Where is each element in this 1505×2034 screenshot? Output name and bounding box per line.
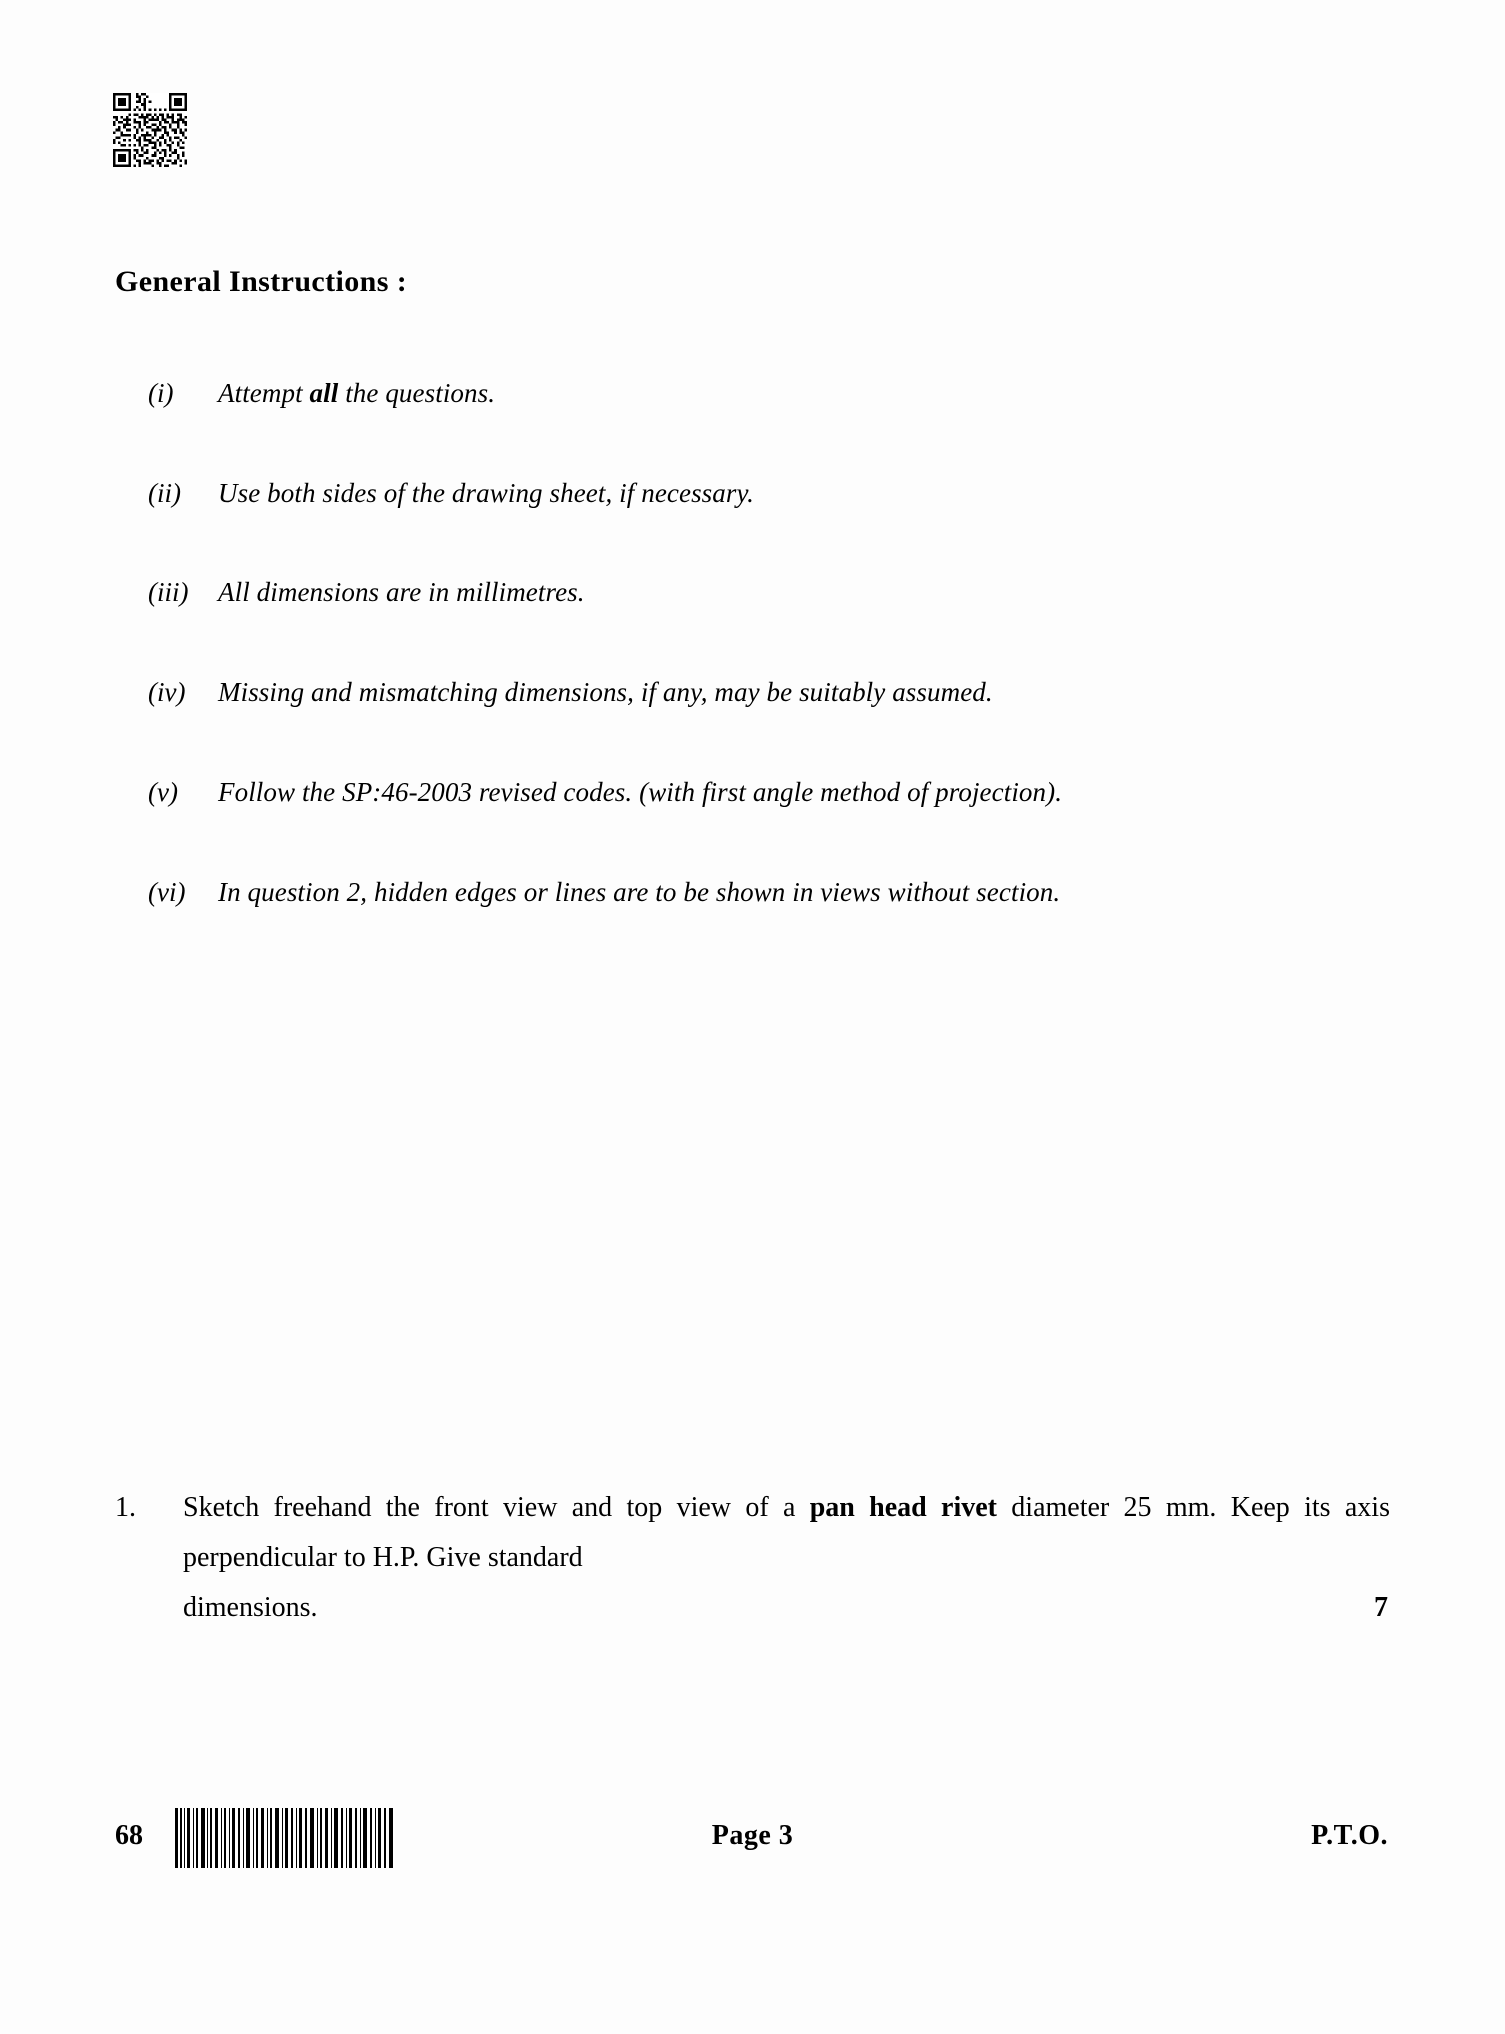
instruction-item-i — [148, 372, 1358, 416]
question-last-line-text: dimensions. — [183, 1591, 318, 1623]
question-block — [115, 1483, 1390, 1632]
instruction-text: Follow the SP:46-2003 revised codes. (with first angle method of projection). — [218, 776, 1063, 807]
instruction-text — [218, 372, 688, 416]
instruction-text-emphasis: all — [309, 378, 339, 408]
question-number: 1. — [115, 1492, 136, 1523]
pto-label: P.T.O. — [1311, 1820, 1388, 1851]
page-footer — [115, 1800, 1390, 1870]
instruction-text-after: the questions. — [338, 378, 496, 408]
instruction-text: Missing and mismatching dimensions, if any, may be suitably assumed. — [218, 677, 993, 708]
instruction-marker: (i) — [148, 378, 174, 408]
instruction-item-ii — [148, 472, 1358, 516]
instruction-marker: (iv) — [148, 677, 186, 708]
instruction-marker: (ii) — [148, 477, 181, 508]
qr-code-icon — [113, 93, 187, 167]
instructions-list — [148, 372, 1358, 970]
instruction-text: All dimensions are in millimetres. — [218, 577, 585, 608]
instruction-item-iii — [148, 571, 1358, 615]
instruction-text: In question 2, hidden edges or lines are to be shown in views without section. — [218, 876, 1061, 907]
question-marks: 7 — [1374, 1591, 1388, 1623]
instruction-marker: (iii) — [148, 577, 189, 608]
question-text-part1: Sketch freehand the front view and top view of a — [183, 1492, 810, 1523]
question-text-bold: pan head rivet — [809, 1492, 997, 1523]
instruction-item-iv — [148, 671, 1358, 715]
question-last-line — [183, 1583, 1390, 1633]
instruction-marker: (v) — [148, 776, 178, 807]
instruction-item-v — [148, 771, 1358, 815]
question-row-1 — [115, 1483, 1390, 1632]
general-instructions-heading: General Instructions : — [115, 265, 408, 298]
page-number: Page 3 — [711, 1820, 794, 1851]
question-text — [183, 1483, 1390, 1632]
instruction-text: Use both sides of the drawing sheet, if necessary. — [218, 477, 754, 508]
instruction-marker: (vi) — [148, 876, 186, 907]
instruction-text-before: Attempt — [218, 378, 310, 408]
question-text-part2: diameter 25 mm. Keep its axis perpendicular to H.P. Give standard — [183, 1492, 1390, 1573]
paper-code: 68 — [115, 1820, 143, 1851]
instruction-item-vi — [148, 871, 1358, 915]
